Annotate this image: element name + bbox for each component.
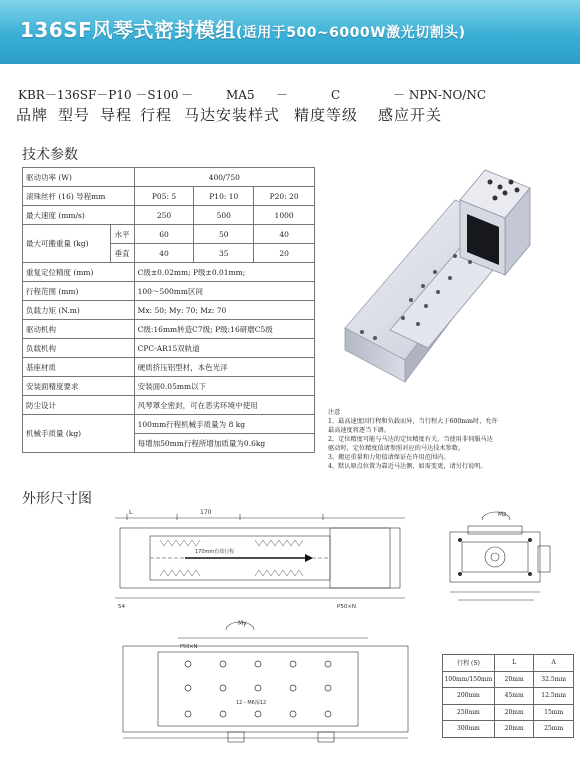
table-row: 垂直 40 35 20 (23, 244, 315, 263)
notes: 注意 1、最高速度因行程和负载而异，当行程大于600mm时，允许 最高速度将逐当下调。 2、定位精度可能与马达的定位精度有关，当使用非伺服马达 驱动时，定位精度值请参照对应的马达技术参数。 3、搬运重量和力矩值请保证在许用范围内。 4、默认原点位置为靠近马达侧，如需变更，请另行说明。 (328, 409, 498, 470)
stroke-dimension-table (442, 654, 574, 738)
svg-text:P50×N: P50×N (180, 644, 198, 650)
table-row: 安装面精度要求 安装面0.05mm以下 (23, 377, 315, 396)
dimension-section-title: 外形尺寸图 (22, 491, 92, 507)
table-row: 防尘设计 风琴罩全密封，可在恶劣环境中使用 (23, 396, 315, 415)
table-row: 250mm 20mm 15mm (443, 704, 574, 721)
svg-text:L: L (129, 509, 133, 516)
top-view-drawing (118, 616, 418, 750)
table-row: 滚珠丝杆 (16) 导程mm P05: 5 P10: 10 P20: 20 (23, 187, 315, 206)
table-row: 驱动机构 C级:16mm转造C7级; P级:16研磨C5级 (23, 320, 315, 339)
table-row: 最大速度 (mm/s) 250 500 1000 (23, 206, 315, 225)
svg-text:P50×N: P50×N (337, 604, 357, 610)
product-illustration (335, 160, 545, 400)
table-row: 200mm 45mm 12.5mm (443, 688, 574, 705)
table-row: 行程 (S) L A (443, 655, 574, 672)
table-row: 基座材质 硬质挤压铝型材，本色光洋 (23, 358, 315, 377)
table-row: 机械手质量 (kg) 100mm行程机械手质量为 8 kg (23, 415, 315, 434)
svg-text:My: My (238, 620, 247, 627)
table-row: 行程范围 (mm) 100～500mm区间 (23, 282, 315, 301)
table-row: 300mm 20mm 25mm (443, 721, 574, 738)
table-row: 100mm/150mm 20mm 32.5mm (443, 671, 574, 688)
model-code: KBR－136SF－P10 －S100 － MA5 － C － NPN-NO/NC (18, 88, 487, 102)
model-code-legend: 品牌 型号 导程 行程 马达安装样式 精度等级 感应开关 (16, 106, 443, 124)
table-row: 负载机构 CPC-AR15双轨道 (23, 339, 315, 358)
table-row: 驱动功率 (W) 400/750 (23, 168, 315, 187)
svg-text:170mm有效行程: 170mm有效行程 (195, 549, 235, 555)
page-title: 136SF风琴式密封模组(适用于500~6000W激光切割头) (20, 18, 466, 42)
table-row: 最大可搬重量 (kg) 水平 60 50 40 (23, 225, 315, 244)
side-view-drawing (115, 506, 415, 610)
end-view-drawing (438, 506, 556, 610)
table-row: 重复定位精度 (mm) C级±0.02mm; P级±0.01mm; (23, 263, 315, 282)
svg-text:54: 54 (118, 604, 125, 610)
svg-text:12－M6深12: 12－M6深12 (236, 700, 267, 706)
svg-text:Mz: Mz (498, 511, 507, 518)
spec-table (22, 167, 315, 453)
svg-text:170: 170 (200, 509, 212, 516)
spec-section-title: 技术参数 (22, 147, 78, 163)
title-banner (0, 0, 580, 64)
table-row: 负载力矩 (N.m) Mx: 50; My: 70; Mz: 70 (23, 301, 315, 320)
table-row: 每增加50mm行程所增加质量为0.6kg (23, 434, 315, 453)
page-subtitle: (适用于500~6000W激光切割头) (235, 25, 466, 41)
